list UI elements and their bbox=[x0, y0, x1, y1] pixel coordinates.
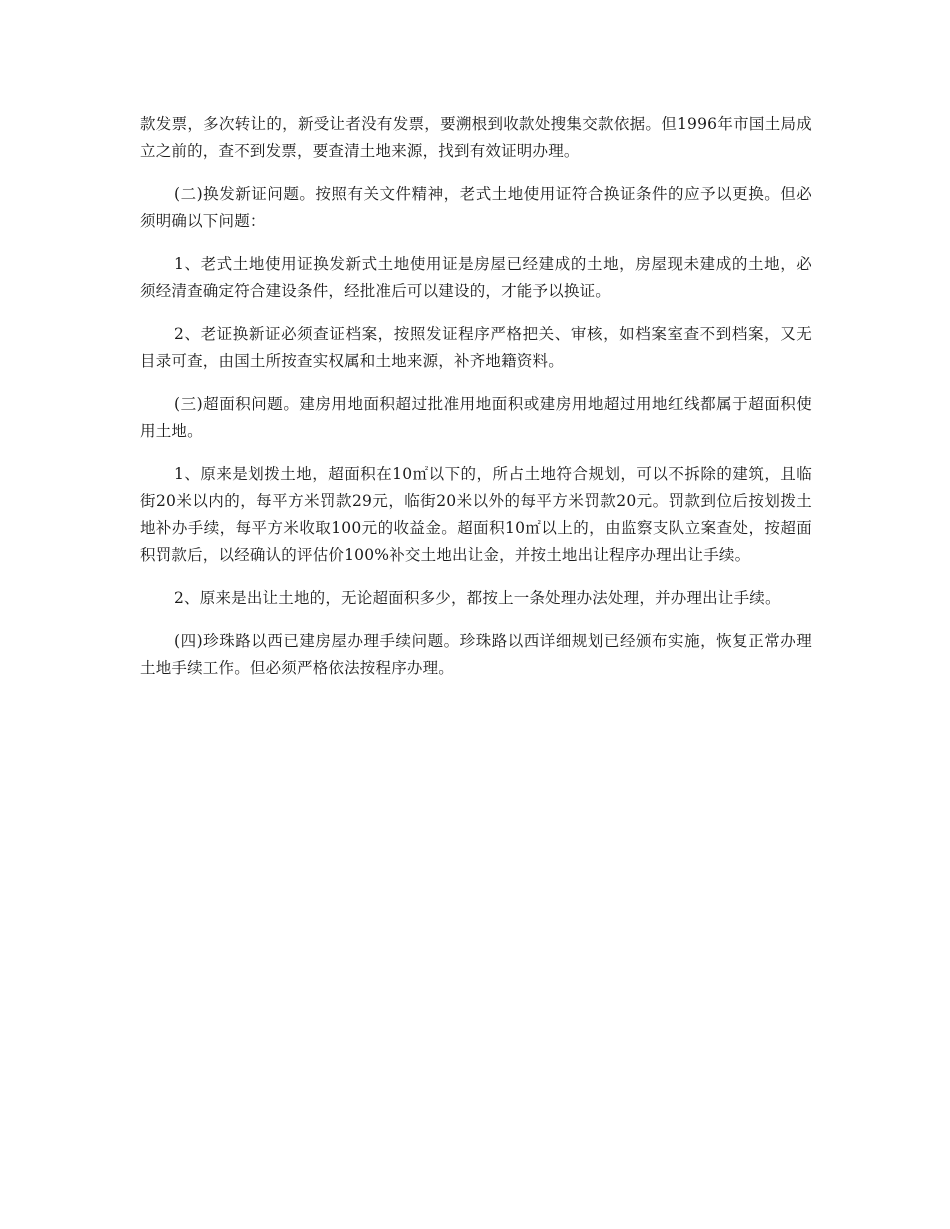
paragraph-3-item-1: 1、老式土地使用证换发新式土地使用证是房屋已经建成的土地，房屋现未建成的土地，必须经清查确定符合建设条件，经批准后可以建设的，才能予以换证。 bbox=[140, 255, 812, 300]
paragraph-2-section-two: (二)换发新证问题。按照有关文件精神，老式土地使用证符合换证条件的应予以更换。但必须明确以下问题： bbox=[140, 185, 812, 230]
paragraph-4-item-2: 2、老证换新证必须查证档案，按照发证程序严格把关、审核，如档案室查不到档案，又无目录可查，由国土所按查实权属和土地来源，补齐地籍资料。 bbox=[140, 325, 812, 370]
document-body bbox=[140, 111, 812, 698]
paragraph-7-item-2: 2、原来是出让土地的，无论超面积多少，都按上一条处理办法处理，并办理出让手续。 bbox=[174, 589, 781, 607]
paragraph-1: 款发票，多次转让的，新受让者没有发票，要溯根到收款处搜集交款依据。但1996年市国土局成立之前的，查不到发票，要查清土地来源，找到有效证明办理。 bbox=[140, 115, 812, 160]
paragraph-8-section-four: (四)珍珠路以西已建房屋办理手续问题。珍珠路以西详细规划已经颁布实施，恢复正常办理土地手续工作。但必须严格依法按程序办理。 bbox=[140, 632, 812, 677]
paragraph-6-item-1: 1、原来是划拨土地，超面积在10㎡以下的，所占土地符合规划，可以不拆除的建筑，且临街20米以内的，每平方米罚款29元，临街20米以外的每平方米罚款20元。罚款到位后按划拨土地补办手续，每平方米收取100元的收益金。超面积10㎡以上的，由监察支队立案查处，按超面积罚款后，以经确认的评估价100%补交土地出让金，并按土地出让程序办理出让手续。 bbox=[140, 465, 812, 564]
paragraph-5-section-three: (三)超面积问题。建房用地面积超过批准用地面积或建房用地超过用地红线都属于超面积使用土地。 bbox=[140, 395, 812, 440]
